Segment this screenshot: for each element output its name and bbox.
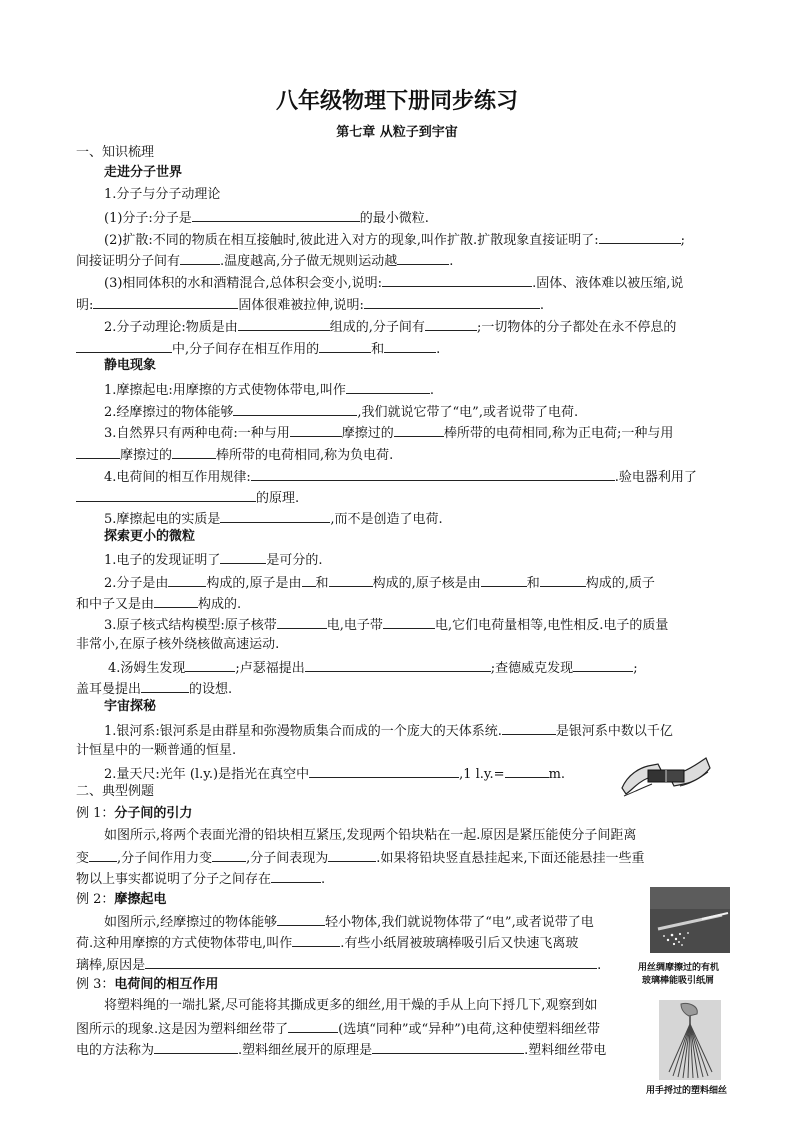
text-line: 的原理. <box>76 489 299 507</box>
text-line: 2.经摩擦过的物体能够 ,我们就说它带了“电”,或者说带了电荷. <box>104 405 579 420</box>
text-line: 4.汤姆生发现 ;卢瑟福提出 ;查德威克发现 ; <box>108 661 638 676</box>
text-line: 5.摩擦起电的实质是 ,而不是创造了电荷. <box>104 512 443 527</box>
text-line: (1)分子:分子是 的最小微粒. <box>104 211 429 226</box>
text-line: 如图所示,将两个表面光滑的铅块相互紧压,发现两个铅块粘在一起.原因是紧压能使分子间距离 <box>104 828 637 843</box>
lead-blocks-figure <box>618 752 714 804</box>
text-line: 2.分子动理论:物质是由 组成的,分子间有 ;一切物体的分子都处在永不停息的 <box>104 320 677 335</box>
glass-rod-photo <box>650 887 730 953</box>
example-heading: 例 1：分子间的引力 <box>76 806 193 821</box>
text-line: 明: 固体很难被拉伸,说明: . <box>76 298 545 313</box>
text-line: 非常小,在原子核外绕核做高速运动. <box>76 637 280 652</box>
text-line: 中,分子间存在相互作用的 和 . <box>76 340 440 358</box>
text-line: (2)扩散:不同的物质在相互接触时,彼此进入对方的现象,叫作扩散.扩散现象直接证明了: ; <box>104 233 685 248</box>
text-line: 物以上事实都说明了分子之间存在 . <box>76 872 326 887</box>
subsection-heading: 静电现象 <box>104 358 157 373</box>
plastic-strands-photo <box>659 1000 721 1080</box>
figure-caption: 用手捋过的塑料细丝 <box>646 1086 728 1096</box>
text-line: 1.摩擦起电:用摩擦的方式使物体带电,叫作 . <box>104 383 435 398</box>
text-line: 1.银河系:银河系是由群星和弥漫物质集合而成的一个庞大的天体系统. 是银河系中数以千亿 <box>104 724 673 739</box>
text-line: 盖耳曼提出 的设想. <box>76 682 233 697</box>
text-line: 1.分子与分子动理论 <box>104 187 221 202</box>
text-line: 2.量天尺:光年 (l.y.)是指光在真空中 ,1 l.y.= m. <box>104 767 566 782</box>
text-line: 变 ,分子间作用力变 ,分子间表现为 .如果将铅块竖直悬挂起来,下面还能悬挂一些重 <box>76 851 645 866</box>
subsection-heading: 走进分子世界 <box>104 165 183 180</box>
text-line: 计恒星中的一颗普通的恒星. <box>76 743 237 758</box>
text-line: 璃棒,原因是 . <box>76 958 602 973</box>
example-heading: 例 3：电荷间的相互作用 <box>76 977 219 992</box>
text-line: 4.电荷间的相互作用规律: .验电器利用了 <box>104 470 697 485</box>
figure-caption: 用丝绸摩擦过的有机 <box>638 963 720 973</box>
text-line: 将塑料绳的一端扎紧,尽可能将其撕成更多的细丝,用干燥的手从上向下捋几下,观察到如 <box>104 998 598 1013</box>
text-line: 如图所示,经摩擦过的物体能够 轻小物体,我们就说物体带了“电”,或者说带了电 <box>104 915 594 930</box>
text-line: 间接证明分子间有 .温度越高,分子做无规则运动越 . <box>76 254 454 269</box>
section-heading: 一、知识梳理 <box>76 145 155 160</box>
section-heading: 二、典型例题 <box>76 784 155 799</box>
chapter-subtitle: 第七章 从粒子到宇宙 <box>336 125 458 140</box>
text-line: 1.电子的发现证明了 是可分的. <box>104 553 323 568</box>
subsection-heading: 探索更小的微粒 <box>104 529 196 544</box>
text-line: 2.分子是由 构成的,原子是由 和 构成的,原子核是由 和 构成的,质子 <box>104 576 655 591</box>
text-line: 摩擦过的 棒所带的电荷相同,称为负电荷. <box>76 446 393 464</box>
example-heading: 例 2：摩擦起电 <box>76 892 167 907</box>
figure-caption: 玻璃棒能吸引纸屑 <box>642 976 715 986</box>
text-line: 电的方法称为 .塑料细丝展开的原理是 .塑料细丝带电 <box>76 1043 607 1058</box>
text-line: 3.自然界只有两种电荷:一种与用 摩擦过的 棒所带的电荷相同,称为正电荷;一种与用 <box>104 426 674 441</box>
page-title: 八年级物理下册同步练习 <box>275 89 518 114</box>
text-line: 图所示的现象.这是因为塑料细丝带了 (选填“同种”或“异种”)电荷,这种使塑料细丝带 <box>76 1022 601 1037</box>
text-line: (3)相同体积的水和酒精混合,总体积会变小,说明: .固体、液体难以被压缩,说 <box>104 276 684 291</box>
subsection-heading: 宇宙探秘 <box>104 699 157 714</box>
text-line: 3.原子核式结构模型:原子核带 电,电子带 电,它们电荷量相等,电性相反.电子的质量 <box>104 618 669 633</box>
text-line: 荷.这种用摩擦的方式使物体带电,叫作 .有些小纸屑被玻璃棒吸引后又快速飞离玻 <box>76 936 579 951</box>
text-line: 和中子又是由 构成的. <box>76 597 242 612</box>
